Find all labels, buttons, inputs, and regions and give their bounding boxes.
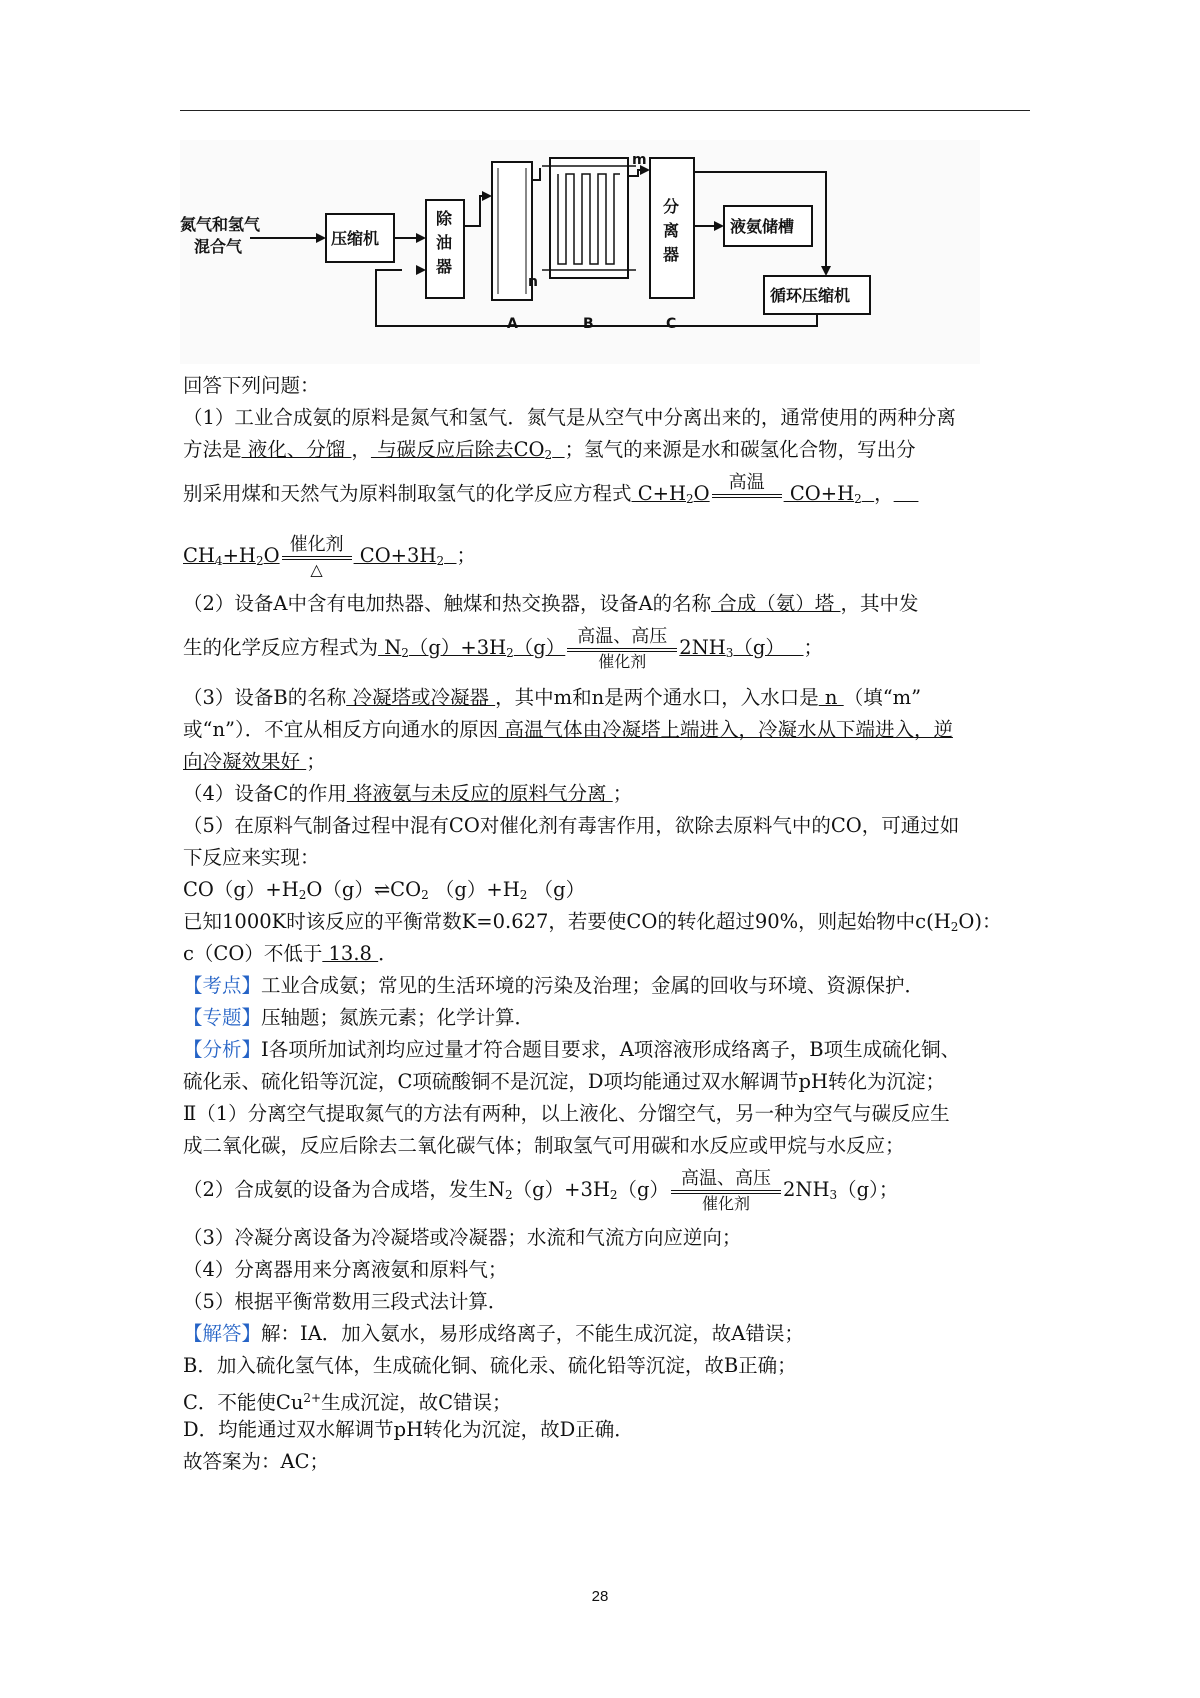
- label-m: m: [632, 152, 647, 168]
- q2-answer-1: 合成（氨）塔: [711, 592, 841, 615]
- q1-line-3: [183, 466, 1033, 522]
- q3-answer-2: n: [818, 686, 844, 709]
- q4-line: [183, 778, 1033, 810]
- q3-answer-3b: 向冷凝效果好: [183, 750, 307, 773]
- q1-answer-1: 液化、分馏: [241, 438, 352, 461]
- compressor-label: 压缩机: [331, 229, 380, 248]
- fenxi-line-2: 硫化汞、硫化铅等沉淀，C项硫酸铜不是沉淀，D项均能通过双水解调节pH转化为沉淀；: [183, 1070, 946, 1093]
- condenser-b: [550, 158, 628, 278]
- q1-line-1: （1）工业合成氨的原料是氮气和氢气．氮气是从空气中分离出来的，通常使用的两种分离: [183, 406, 956, 429]
- zhuanti-line: [183, 1002, 1033, 1034]
- q2-text: （2）设备A中含有电加热器、触煤和热交换器，设备A的名称: [183, 592, 712, 615]
- feed-label-1: 氮气和氢气: [180, 215, 261, 234]
- q1-eq1-cond-text: 高温: [728, 471, 765, 493]
- q3-text: 或“n”）．不宜从相反方向通水的原因: [183, 718, 499, 741]
- oil-remover-1: 除: [436, 209, 453, 228]
- q1-answer-2: 与碳反应后除去$CO_2$: [370, 438, 553, 462]
- q3-text: ；: [306, 750, 326, 773]
- q1-eq2-cond-bottom: △: [310, 559, 323, 579]
- separator-3: 器: [663, 245, 680, 264]
- q1-text: 方法是: [183, 438, 242, 461]
- jieda-text: 生成沉淀，故C错误；: [321, 1391, 512, 1414]
- oil-remover-2: 油: [436, 233, 453, 252]
- fenxi-line-6: （3）冷凝分离设备为冷凝塔或冷凝器；水流和气流方向应逆向；: [183, 1226, 742, 1249]
- q1-eq2-right: CO+3H: [353, 544, 437, 567]
- q2-eq: $N_2(g)+3H_2(g)$ 高温、高压 催化剂 $2NH_3(g)$: [378, 625, 804, 671]
- answer-text: [183, 370, 1033, 1478]
- q5-line-4: [183, 938, 1033, 970]
- q5-text: 已知1000K时该反应的平衡常数K=0.627，若要使CO的转化超过90%，则起始物中c(H: [183, 910, 951, 933]
- intro-line: 回答下列问题：: [183, 374, 320, 397]
- q5-equation: $CO(g)+H_2O(g)\rightleftharpoons CO_2$ $(g)+H_2$ （g）: [183, 878, 586, 902]
- q1-eq2-condition: [282, 534, 352, 580]
- q3-text: （3）设备B的名称: [183, 686, 347, 709]
- q5-line-2: 下反应来实现：: [183, 846, 320, 869]
- q5-text: c（CO）不低于: [183, 942, 323, 965]
- q1-answer-2-text: 与碳反应后除去CO: [370, 438, 545, 461]
- header-rule: [180, 110, 1030, 111]
- jieda-line-1: [183, 1318, 1033, 1350]
- q4-text: （4）设备C的作用: [183, 782, 347, 805]
- process-flow-diagram: [180, 140, 980, 364]
- recycle-label: 循环压缩机: [770, 286, 851, 305]
- q1-line-2: [183, 434, 1033, 466]
- q5-text: ．: [378, 942, 398, 965]
- q1-eq2-left: CH: [183, 544, 215, 567]
- zhuanti-tag: 【专题】: [183, 1006, 262, 1029]
- q1-text: ，: [351, 438, 371, 461]
- fenxi-eq-condition: [671, 1168, 781, 1214]
- q5-line-1: （5）在原料气制备过程中混有CO对催化剂有毒害作用，欲除去原料气中的CO，可通过如: [183, 814, 960, 837]
- fenxi-line-1: [183, 1034, 1033, 1066]
- page-number: 28: [591, 1588, 609, 1605]
- fenxi-line-8: （5）根据平衡常数用三段式法计算．: [183, 1290, 508, 1313]
- feed-label-2: 混合气: [194, 237, 243, 256]
- jieda-line-4: D．均能通过双水解调节pH转化为沉淀，故D正确．: [183, 1418, 634, 1441]
- q3-text: （填“m”: [843, 686, 922, 709]
- label-c: C: [666, 316, 677, 332]
- fenxi-line-3: Ⅱ（1）分离空气提取氮气的方法有两种，以上液化、分馏空气，另一种为空气与碳反应生: [183, 1102, 950, 1125]
- q4-text: ；: [612, 782, 633, 805]
- fenxi-line-7: （4）分离器用来分离液氨和原料气；: [183, 1258, 508, 1281]
- fenxi-text: 2NH: [782, 1178, 830, 1201]
- separator-1: 分: [663, 197, 680, 216]
- q2-text: ，其中发: [840, 592, 919, 615]
- q1-text: ，: [874, 482, 894, 505]
- q3-answer-3a: 高温气体由冷凝塔上端进入，冷凝水从下端进入，逆: [498, 718, 953, 741]
- q2-eq-cond-top: 高温、高压: [577, 625, 668, 647]
- kaodian-text: 工业合成氨；常见的生活环境的污染及治理；金属的回收与环境、资源保护．: [261, 974, 925, 997]
- q3-answer-1: 冷凝塔或冷凝器: [346, 686, 496, 709]
- fenxi-cond-top: 高温、高压: [680, 1167, 771, 1189]
- jieda-text: C．不能使Cu: [183, 1391, 304, 1414]
- fenxi-line-5: （2）合成氨的设备为合成塔，发生$N_2(g)+3H_2(g)$ 高温、高压 催化剂 $2NH_3(g)$；: [183, 1167, 899, 1213]
- jieda-tag: 【解答】: [183, 1322, 262, 1345]
- q2-text: 生的化学反应方程式为: [183, 636, 379, 659]
- separator-2: 离: [663, 221, 680, 240]
- q1-text: ；氢气的来源是水和碳氢化合物，写出分: [564, 438, 916, 461]
- q1-eq2: $CH_4+H_2O$ 催化剂 △ $CO+3H_2$: [183, 533, 445, 579]
- q2-line-1: [183, 588, 1033, 620]
- q1-line-4: [183, 528, 1033, 584]
- q2-eq-left: N: [378, 636, 402, 659]
- q5-line-3: 已知1000K时该反应的平衡常数K=0.627，若要使CO的转化超过90%，则起始物中$c(H_2O)$：: [183, 910, 1002, 934]
- q1-eq1-right: CO+H: [783, 482, 855, 505]
- jieda-line-3: C．不能使$Cu^{2+}$生成沉淀，故C错误；: [183, 1391, 512, 1414]
- q2-eq-right: 2NH: [679, 636, 726, 659]
- label-n: n: [528, 274, 538, 290]
- q5-eq-left: CO（g）+H: [183, 878, 299, 901]
- tank-label: 液氨储槽: [730, 217, 795, 236]
- label-a: A: [507, 316, 518, 332]
- fenxi-text: Ⅰ各项所加试剂均应过量才符合题目要求，A项溶液形成络离子，B项生成硫化铜、: [261, 1038, 961, 1061]
- q1-eq2-cond-text: 催化剂: [289, 533, 344, 555]
- q1-eq1: $C+H_2O$ 高温 $CO+H_2$: [632, 482, 875, 505]
- fenxi-line-4: 成二氧化碳，反应后除去二氧化碳气体；制取氢气可用碳和水反应或甲烷与水反应；: [183, 1134, 905, 1157]
- fenxi-cond-bottom: 催化剂: [701, 1193, 750, 1213]
- fenxi-tag: 【分析】: [183, 1038, 262, 1061]
- q5-answer: 13.8: [322, 942, 379, 965]
- jieda-text: 解：ⅠA．加入氨水，易形成络离子，不能生成沉淀，故A错误；: [261, 1322, 804, 1345]
- q2-eq-condition: [567, 626, 677, 672]
- q1-eq1-left: C+H: [631, 482, 686, 505]
- q3-line-2: [183, 714, 1033, 746]
- kaodian-line: [183, 970, 1033, 1002]
- zhuanti-text: 压轴题；氮族元素；化学计算．: [261, 1006, 535, 1029]
- q1-eq1-condition: [712, 472, 782, 518]
- q4-answer: 将液氨与未反应的原料气分离: [346, 782, 613, 805]
- kaodian-tag: 【考点】: [183, 974, 262, 997]
- q3-line-1: [183, 682, 1033, 714]
- q2-eq-cond-bottom: 催化剂: [598, 651, 647, 671]
- q2-line-2: [183, 620, 1033, 676]
- oil-remover-3: 器: [436, 257, 453, 276]
- jieda-line-5: 故答案为：AC；: [183, 1450, 330, 1473]
- q2-text: ；: [803, 636, 824, 659]
- q1-text: ；: [456, 544, 476, 567]
- jieda-line-2: B．加入硫化氢气体，生成硫化铜、硫化汞、硫化铅等沉淀，故B正确；: [183, 1354, 797, 1377]
- q1-text: 别采用煤和天然气为原料制取氢气的化学反应方程式: [183, 482, 632, 505]
- q3-text: ，其中m和n是两个通水口，入水口是: [495, 686, 819, 709]
- fenxi-text: （2）合成氨的设备为合成塔，发生N: [183, 1178, 505, 1201]
- q3-line-3: [183, 746, 1033, 778]
- label-b: B: [583, 316, 594, 332]
